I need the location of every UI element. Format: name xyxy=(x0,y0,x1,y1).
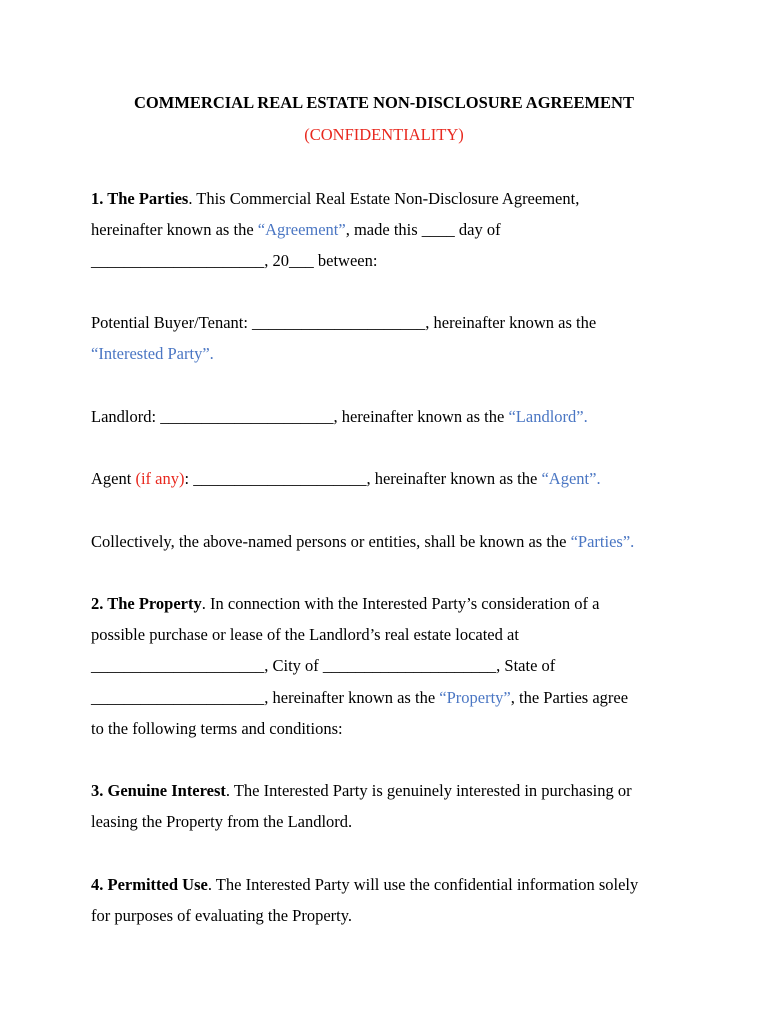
section-text: leasing the Property from the Landlord. xyxy=(91,812,353,832)
section-text: . In connection with the Interested Party’s consideration of a xyxy=(201,594,600,613)
date-blank-line: _____________________, 20___ between: xyxy=(91,251,378,271)
line-text: : _____________________, hereinafter known as the xyxy=(184,469,542,488)
section-heading: 2. The Property xyxy=(91,594,202,613)
section-text: , made this ____ day of xyxy=(345,220,501,240)
section-permitted-use xyxy=(91,869,691,931)
section-text: , the Parties agree xyxy=(510,687,629,707)
line-text: Collectively, the above-named persons or entities, shall be known as the xyxy=(91,532,571,551)
line-text: Agent xyxy=(91,469,136,488)
section-genuine-interest xyxy=(91,775,691,837)
interested-party-line xyxy=(91,307,691,369)
document-subtitle: (CONFIDENTIALITY) xyxy=(304,125,464,144)
defined-term: “Agent”. xyxy=(541,469,601,488)
section-property xyxy=(91,588,691,744)
section-text: . This Commercial Real Estate Non-Disclosure Agreement, xyxy=(188,189,580,208)
agent-line xyxy=(91,463,691,494)
optional-note: (if any) xyxy=(135,469,185,488)
section-text: possible purchase or lease of the Landlord’s real estate located at xyxy=(91,625,519,645)
section-heading: 4. Permitted Use xyxy=(91,875,208,894)
section-heading: 1. The Parties xyxy=(91,189,189,208)
document-title: COMMERCIAL REAL ESTATE NON-DISCLOSURE AGREEMENT xyxy=(134,93,634,112)
address-blank-line: _____________________, City of _____________________, State of xyxy=(91,656,556,676)
section-text: for purposes of evaluating the Property. xyxy=(91,906,353,926)
section-text: hereinafter known as the xyxy=(91,220,258,240)
line-text: Landlord: _____________________, hereinafter known as the xyxy=(91,407,509,426)
defined-term: “Property” xyxy=(439,687,511,707)
section-text: to the following terms and conditions: xyxy=(91,718,343,738)
defined-term: “Agreement” xyxy=(257,220,346,240)
section-text: . The Interested Party will use the confidential information solely xyxy=(207,875,639,894)
defined-term: “Interested Party”. xyxy=(91,344,214,364)
section-text: _____________________, hereinafter known as the xyxy=(91,687,440,707)
defined-term: “Parties”. xyxy=(570,532,635,551)
section-text: . The Interested Party is genuinely interested in purchasing or xyxy=(225,781,632,800)
section-parties xyxy=(91,183,691,277)
line-text: Potential Buyer/Tenant: _____________________, hereinafter known as the xyxy=(91,313,597,332)
landlord-line xyxy=(91,401,691,432)
defined-term: “Landlord”. xyxy=(508,407,588,426)
collective-line xyxy=(91,526,691,557)
section-heading: 3. Genuine Interest xyxy=(91,781,226,800)
